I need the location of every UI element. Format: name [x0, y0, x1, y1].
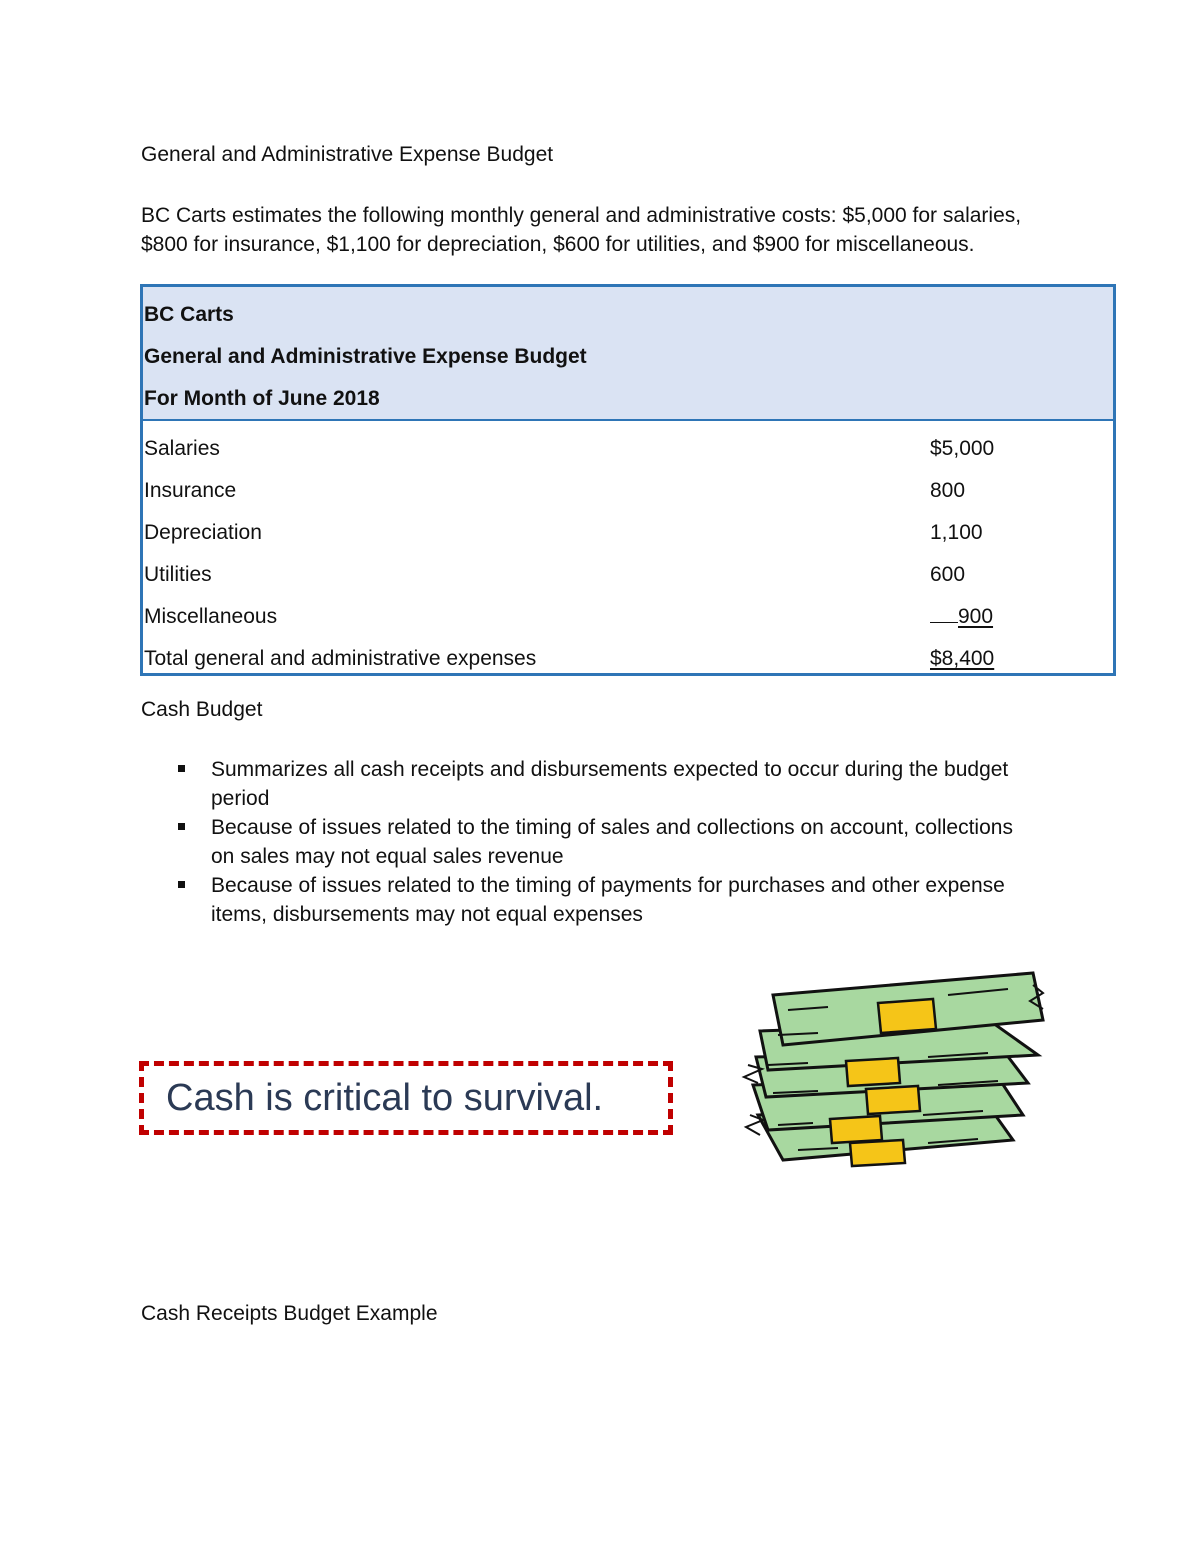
- table-row: [143, 463, 1113, 505]
- table-row: [143, 547, 1113, 589]
- bullet-square-icon: [178, 881, 185, 888]
- section-heading-cash-receipts: Cash Receipts Budget Example: [141, 1302, 438, 1325]
- row-label: Miscellaneous: [144, 605, 278, 628]
- list-item: [141, 755, 1041, 813]
- bullet-text: Because of issues related to the timing of sales and collections on account, collections on sales may not equal sales revenue: [211, 816, 1013, 868]
- list-item: [141, 813, 1041, 871]
- bullet-square-icon: [178, 823, 185, 830]
- row-amount: 800: [930, 479, 966, 502]
- intro-paragraph: [141, 201, 1101, 259]
- row-label: Depreciation: [144, 521, 262, 544]
- section-heading-ga-budget: General and Administrative Expense Budget: [141, 143, 554, 166]
- row-amount-value: 900: [958, 605, 994, 628]
- intro-line-1: BC Carts estimates the following monthly general and administrative costs: $5,000 for salaries,: [141, 204, 1022, 227]
- table-row: [143, 505, 1113, 547]
- ga-expense-budget-table: [140, 284, 1116, 676]
- row-label: Utilities: [144, 563, 212, 586]
- underline-pad: [930, 604, 958, 623]
- row-label: Insurance: [144, 479, 237, 502]
- table-row: [143, 589, 1113, 631]
- callout-box: [139, 1061, 673, 1135]
- table-row: [143, 421, 1113, 463]
- section-heading-cash-budget: Cash Budget: [141, 698, 263, 721]
- callout-text: Cash is critical to survival.: [166, 1076, 604, 1119]
- bullet-square-icon: [178, 765, 185, 772]
- money-stack-icon: [738, 965, 1050, 1183]
- table-header: [143, 287, 1113, 421]
- table-title-name: General and Administrative Expense Budget: [144, 345, 587, 368]
- intro-line-2: $800 for insurance, $1,100 for depreciation, $600 for utilities, and $900 for miscellaneous.: [141, 233, 975, 256]
- bullet-text: Because of issues related to the timing of payments for purchases and other expense items, disbursements may not equal expenses: [211, 874, 1005, 926]
- bullet-text: Summarizes all cash receipts and disbursements expected to occur during the budget period: [211, 758, 1009, 810]
- row-amount: 600: [930, 563, 966, 586]
- row-amount-total: $8,400: [930, 647, 995, 670]
- row-label: Total general and administrative expenses: [144, 647, 537, 670]
- list-item: [141, 871, 1041, 929]
- table-row-total: [143, 631, 1113, 673]
- table-title-company: BC Carts: [144, 303, 234, 326]
- row-amount: $5,000: [930, 437, 995, 460]
- cash-budget-bullets: [141, 755, 1041, 929]
- table-title-period: For Month of June 2018: [144, 387, 380, 410]
- row-amount: 1,100: [930, 521, 983, 544]
- row-label: Salaries: [144, 437, 220, 460]
